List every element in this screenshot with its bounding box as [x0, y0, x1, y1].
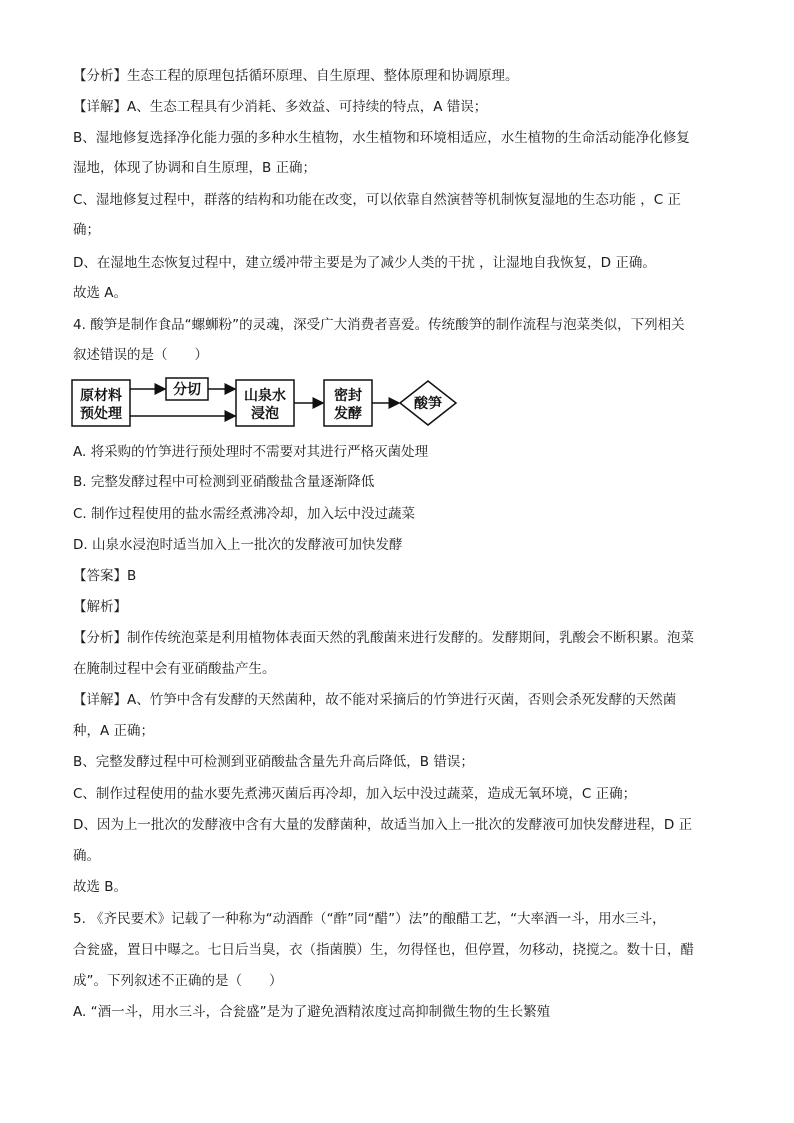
detail-q4-a-1: 【详解】A、竹笋中含有发酵的天然菌种，故不能对采摘后的竹笋进行灭菌，否则会杀死发酵的天然菌 [73, 692, 677, 708]
flow-box-raw-material-line2: 预处理 [80, 406, 122, 422]
flow-box-ferment-line1: 密封 [334, 388, 362, 404]
option-d: D. 山泉水浸泡时适当加入上一批次的发酵液可加快发酵 [73, 537, 403, 553]
text-line-detail-c-1: C、湿地修复过程中，群落的结构和功能在改变，可以依靠自然演替等机制恢复湿地的生态功能 ，C 正 [73, 192, 681, 208]
flow-box-raw-material-line1: 原材料 [80, 388, 122, 404]
question-5-stem-1: 5. 《齐民要术》记载了一种称为“动酒酢（“酢”同“醋”）法”的酿醋工艺，“大率酒一斗，用水三斗， [73, 911, 666, 927]
option-b: B. 完整发酵过程中可检测到亚硝酸盐含量逐渐降低 [73, 474, 375, 490]
text-line-detail-d: D、在湿地生态恢复过程中，建立缓冲带主要是为了减少人类的干扰 ，让湿地自我恢复，D 正确。 [73, 255, 656, 271]
detail-q4-c: C、制作过程使用的盐水要先煮沸灭菌后再冷却，加入坛中没过蔬菜，造成无氧环境，C 正确； [73, 786, 637, 802]
question-4-stem-1: 4. 酸笋是制作食品“螺蛳粉”的灵魂，深受广大消费者喜爱。传统酸笋的制作流程与泡菜类似，下列相关 [73, 317, 685, 333]
detail-q4-d-2: 确。 [73, 848, 100, 864]
flow-box-ferment-line2: 发酵 [334, 406, 362, 422]
text-line-detail-b-1: B、湿地修复选择净化能力强的多种水生植物，水生植物和环境相适应，水生植物的生命活动能净化修复 [73, 130, 690, 146]
option-c: C. 制作过程使用的盐水需经煮沸冷却，加入坛中没过蔬菜 [73, 506, 416, 522]
answer-q4-choice: 故选 B。 [73, 879, 128, 895]
detail-q4-d-1: D、因为上一批次的发酵液中含有大量的发酵菌种，故适当加入上一批次的发酵液可加快发酵进程，D 正 [73, 817, 693, 833]
question-5-stem-3: 成”。下列叙述不正确的是（ ） [73, 973, 283, 989]
question-5-stem-2: 合瓮盛，置日中曝之。七日后当臭，衣（指菌膜）生，勿得怪也，但停置，勿移动，挠搅之。数十日，醋 [73, 942, 694, 958]
text-line-detail-1: 【详解】A、生态工程具有少消耗、多效益、可持续的特点，A 错误； [73, 99, 488, 115]
analysis-q4-2: 在腌制过程中会有亚硝酸盐产生。 [73, 661, 276, 677]
flowchart-diagram [70, 376, 470, 432]
question-4-stem-2: 叙述错误的是（ ） [73, 347, 208, 363]
detail-q4-a-2: 种，A 正确； [73, 723, 155, 739]
text-line-answer-q3: 故选 A。 [73, 285, 128, 301]
text-line-analysis-1: 【分析】生态工程的原理包括循环原理、自生原理、整体原理和协调原理。 [73, 68, 519, 84]
answer-label: 【答案】B [73, 568, 137, 584]
text-line-detail-c-2: 确； [73, 222, 100, 238]
analysis-q4-1: 【分析】制作传统泡菜是利用植物体表面天然的乳酸菌来进行发酵的。发酵期间，乳酸会不断积累。泡菜 [73, 630, 694, 646]
question-5-option-a: A. “酒一斗，用水三斗，合瓮盛”是为了避免酒精浓度过高抑制微生物的生长繁殖 [73, 1004, 551, 1020]
flow-box-soak-line1: 山泉水 [244, 388, 286, 404]
flow-box-cut-label: 分切 [173, 382, 201, 398]
option-a: A. 将采购的竹笋进行预处理时不需要对其进行严格灭菌处理 [73, 444, 429, 460]
explanation-label: 【解析】 [73, 599, 127, 615]
flow-box-soak-line2: 浸泡 [251, 406, 279, 422]
flow-diamond-result-label: 酸笋 [414, 396, 442, 412]
text-line-detail-b-2: 湿地，体现了协调和自生原理，B 正确； [73, 160, 317, 176]
detail-q4-b: B、完整发酵过程中可检测到亚硝酸盐含量先升高后降低，B 错误； [73, 754, 474, 770]
